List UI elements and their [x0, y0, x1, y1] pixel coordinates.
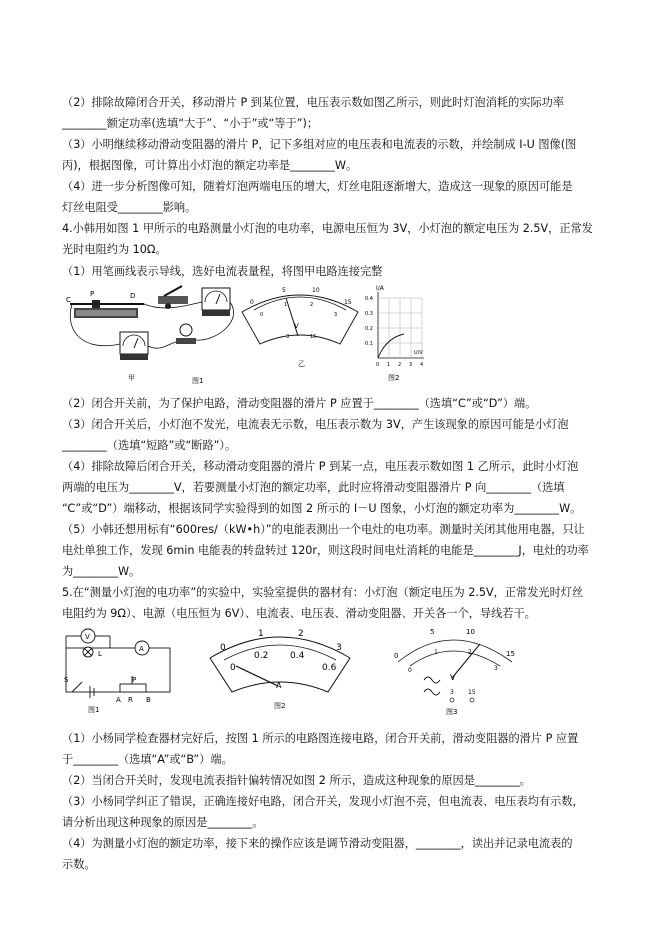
graph-ytick: 0.1	[365, 341, 373, 347]
voltmeter-symbol: V	[294, 322, 299, 330]
text-line: （3）小明继续移动滑动变阻器的滑片 P，记下多组对应的电压表和电流表的示数，并绘制成 I-U 图像(图	[62, 138, 577, 151]
question-5-stem: 5.在“测量小灯泡的电功率”的实验中，实验室提供的器材有：小灯泡（额定电压为 2.5V，正常发光时灯丝	[62, 586, 584, 599]
voltmeter-symbol: V	[450, 673, 456, 682]
dial-tick: 0	[230, 663, 236, 673]
text-line: 示数。	[62, 858, 96, 871]
dial-tick: 3	[336, 643, 342, 653]
voltmeter-box	[202, 288, 230, 316]
label-l: L	[98, 650, 102, 658]
label-p: P	[132, 676, 137, 684]
dial-tick: 0.6	[322, 663, 337, 673]
graph-xtick: 0	[376, 362, 380, 368]
text-line: 电灶单独工作，发现 6min 电能表的转盘转过 120r，则这段时间电灶消耗的电能是________J，电灶的功率	[62, 544, 589, 557]
text-line: 丙)，根据图像，可计算出小灯泡的额定功率是________W。	[62, 159, 358, 172]
dial-tick: 0	[260, 312, 264, 318]
q4-circuit-figure	[64, 282, 424, 388]
q5-circuit-diagram	[66, 629, 170, 698]
graph-xtick: 2	[398, 362, 402, 368]
question-4-stem: 4.小韩用如图 1 甲所示的电路测量小灯泡的电功率，电源电压恒为 3V，小灯泡的额定电压为 2.5V，正常发	[62, 222, 593, 235]
text-line: （2）闭合开关前，为了保护电路，滑动变阻器的滑片 P 应置于________（选填“C”或“D”）端。	[62, 397, 537, 410]
dial-tick: 15	[344, 299, 352, 306]
terminal-3: 3	[286, 334, 290, 340]
text-line: （1）小杨同学检查器材完好后，按图 1 所示的电路图连接电路，闭合开关前，滑动变阻器的滑片 P 应置	[62, 732, 579, 745]
dial-tick: 0.2	[254, 651, 269, 661]
dial-tick: 2	[298, 629, 304, 639]
dial-tick: 2	[310, 302, 314, 308]
q5-circuit-figure	[60, 622, 580, 716]
ammeter-symbol: A	[276, 681, 282, 690]
graph-xtick: 1	[387, 362, 391, 368]
label-fig1: 图1	[88, 706, 100, 714]
dial-tick: 0	[220, 643, 226, 653]
text-line: ________额定功率(选填“大于”、“小于”或“等于”)；	[62, 117, 319, 130]
label-v: V	[85, 633, 90, 641]
dial-tick: 5	[430, 628, 435, 636]
terminal-15: 15	[468, 689, 476, 696]
label-d: D	[130, 292, 136, 300]
text-line: （2）排除故障闭合开关，移动滑片 P 到某位置，电压表示数如图乙所示，则此时灯泡消耗的实际功率	[62, 96, 565, 109]
label-p: P	[90, 290, 95, 298]
text-line: （2）当闭合开关时，发现电流表指针偏转情况如图 2 所示，造成这种现象的原因是________。	[62, 774, 531, 787]
label-fig3: 图3	[446, 708, 458, 716]
text-line: 灯丝电阻受________影响。	[62, 201, 197, 214]
graph-xtick: 4	[420, 362, 424, 368]
dial-tick: 1	[284, 302, 288, 308]
dial-tick: 0	[394, 652, 399, 660]
text-line: （3）闭合开关后，小灯泡不发光，电流表无示数，电压表示数为 3V，产生该现象的原因可能是小灯泡	[62, 418, 569, 431]
label-a-end: A	[116, 696, 121, 704]
q4-iu-graph	[365, 285, 424, 382]
q5-ammeter-dial	[210, 629, 350, 710]
terminal-3: 3	[450, 689, 454, 696]
graph-ytick: 0.4	[365, 296, 373, 302]
dial-tick: 1	[434, 649, 438, 656]
dial-tick: 1	[258, 629, 264, 639]
graph-ylabel: I/A	[376, 285, 384, 292]
label-c: C	[66, 296, 71, 304]
graph-xtick: 3	[409, 362, 413, 368]
text-line: ________（选填“短路”或“断路”）。	[62, 439, 237, 452]
label-a: A	[139, 645, 144, 653]
q4-voltmeter-dial	[242, 287, 358, 368]
dial-tick: 0	[250, 299, 254, 306]
text-line: “C”或“D”）端移动，根据该同学实验得到的如图 2 所示的 I－U 图象，小灯泡的额定功率为________W。	[62, 502, 582, 515]
dial-tick: 3	[494, 665, 498, 672]
text-line: 电阻约为 9Ω）、电源（电压恒为 6V）、电流表、电压表、滑动变阻器、开关各一个，导线若干。	[62, 607, 536, 620]
text-line: （3）小杨同学纠正了错误，正确连接好电路，闭合开关，发现小灯泡不亮，但电流表、电压表均有示数，	[62, 795, 584, 808]
terminal-15: 15	[310, 334, 317, 340]
q5-voltmeter-dial	[394, 628, 515, 716]
text-line: 于________（选填“A”或“B”）端。	[62, 753, 233, 766]
dial-tick: 0	[408, 667, 412, 674]
graph-ytick: 0.3	[365, 311, 373, 317]
ammeter-box	[120, 332, 148, 360]
label-yi: 乙	[298, 360, 305, 368]
text-line: 两端的电压为________V，若要测量小灯泡的额定功率，此时应将滑动变阻器滑片 P 向________（选填	[62, 481, 565, 494]
label-jia: 甲	[128, 374, 135, 382]
graph-xlabel: U/V	[414, 350, 423, 356]
dial-tick: 10	[312, 287, 320, 294]
switch-drawing	[158, 286, 188, 309]
dial-tick: 15	[506, 650, 515, 658]
label-fig1: 图1	[192, 377, 204, 385]
rheostat-drawing	[66, 290, 144, 318]
label-fig2: 图2	[388, 374, 400, 382]
dial-tick: 2	[468, 649, 472, 656]
text-line: 光时电阻约为 10Ω。	[62, 243, 167, 256]
text-line: （4）进一步分析图像可知，随着灯泡两端电压的增大，灯丝电阻逐渐增大，造成这一现象的原因可能是	[62, 180, 573, 193]
dial-tick: 10	[466, 628, 475, 636]
label-s: S	[64, 676, 69, 684]
text-line: 为________W。	[62, 565, 141, 578]
text-line: （4）排除故障后闭合开关，移动滑动变阻器的滑片 P 到某一点，电压表示数如图 1 乙所示，此时小灯泡	[62, 460, 579, 473]
label-fig2: 图2	[274, 702, 286, 710]
dial-tick: 3	[334, 312, 338, 318]
text-line: （4）为测量小灯泡的额定功率，接下来的操作应该是调节滑动变阻器，________，读出并记录电流表的	[62, 837, 573, 850]
label-r: R	[128, 696, 133, 704]
label-b-end: B	[146, 696, 151, 704]
bulb-drawing	[176, 324, 196, 344]
dial-tick: 5	[282, 287, 286, 294]
graph-ytick: 0.2	[365, 326, 373, 332]
text-line: （1）用笔画线表示导线，选好电流表量程，将图甲电路连接完整	[62, 265, 383, 278]
text-line: 请分析出现这种现象的原因是________。	[62, 816, 264, 829]
text-line: （5）小韩还想用标有“600res/（kW•h）”的电能表测出一个电灶的电功率。测量时关闭其他用电器，只让	[62, 523, 585, 536]
dial-tick: 0.4	[290, 651, 305, 661]
